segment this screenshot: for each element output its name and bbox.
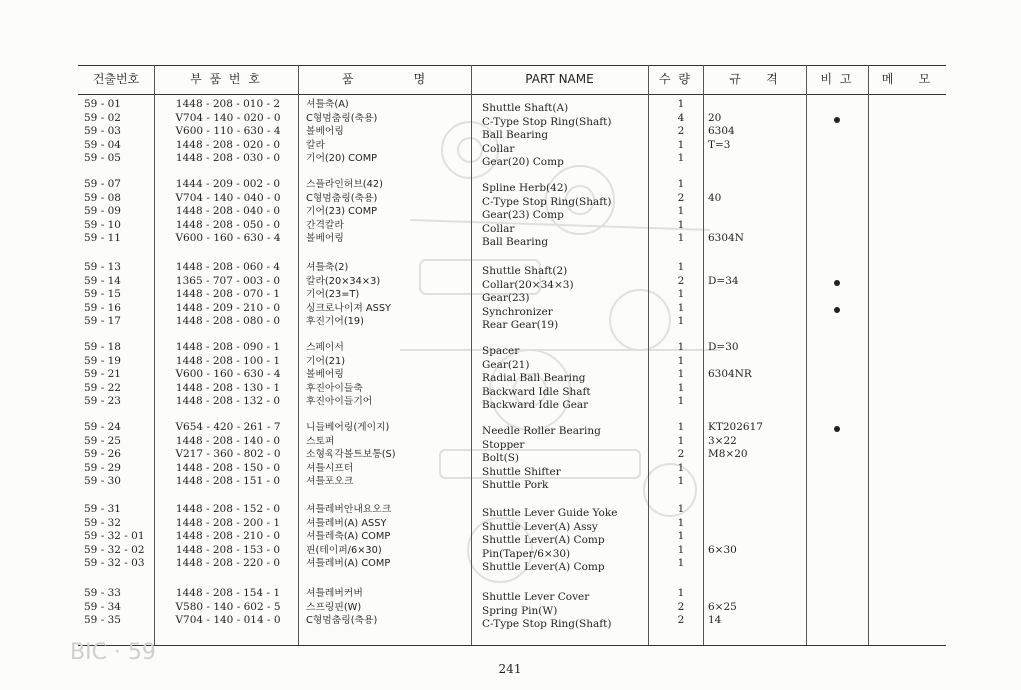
part-number: V217 - 360 - 802 - 0	[175, 448, 281, 461]
quantity: 1	[677, 218, 685, 231]
part-name: Shuttle Shaft(A)	[482, 102, 569, 114]
part-number: 1448 - 208 - 132 - 0	[175, 395, 281, 408]
spec: 6304	[708, 125, 735, 138]
part-name: Shuttle Lever Cover	[482, 591, 590, 603]
part-name: C-Type Stop Ring(Shaft)	[482, 618, 612, 631]
part-name: Synchronizer	[482, 305, 553, 318]
quantity: 1	[677, 557, 685, 570]
quantity: 1	[677, 381, 685, 394]
spec: M8×20	[708, 448, 748, 461]
quantity: 2	[677, 614, 685, 627]
part-number: 1448 - 208 - 030 - 0	[175, 152, 281, 165]
quantity: 1	[677, 503, 685, 515]
part-name: Shuttle Lever Guide Yoke	[482, 507, 618, 519]
spec: D=30	[708, 341, 739, 353]
korean-name: 칼라(20×34×3)	[306, 275, 381, 287]
note-dot-icon	[810, 304, 864, 318]
part-index: 59 - 05	[84, 152, 121, 165]
part-index: 59 - 04	[84, 138, 121, 151]
part-number: 1448 - 208 - 150 - 0	[175, 461, 281, 474]
quantity: 1	[677, 341, 685, 353]
quantity: 1	[677, 434, 685, 447]
part-name: Radial Ball Bearing	[482, 372, 586, 385]
part-name: Gear(21)	[482, 358, 530, 371]
korean-name: 셔틀시프터	[306, 462, 354, 474]
quantity: 1	[677, 587, 685, 599]
part-name: Ball Bearing	[482, 129, 549, 142]
korean-name: 셔틀축(A)	[306, 99, 349, 110]
quantity: 1	[677, 152, 685, 165]
quantity: 1	[677, 530, 685, 543]
part-number: V600 - 160 - 630 - 4	[175, 368, 281, 381]
note-dot-icon	[810, 277, 864, 291]
quantity: 1	[677, 138, 685, 151]
header-part-no: 부 품 번 호	[190, 72, 262, 86]
part-number: 1448 - 208 - 200 - 1	[175, 516, 281, 529]
part-name: Pin(Taper/6×30)	[482, 547, 571, 560]
part-name: Spring Pin(W)	[482, 604, 558, 617]
korean-name: 셔틀축(2)	[306, 262, 349, 273]
korean-name: 소형육각볼트보통(S)	[306, 449, 396, 461]
quantity: 1	[677, 516, 685, 529]
part-name: Spacer	[482, 345, 520, 357]
part-name: Collar	[482, 222, 515, 235]
korean-name: 스토퍼	[306, 435, 335, 447]
part-name: Shuttle Pork	[482, 479, 549, 492]
korean-name: 니들베어링(게이지)	[306, 422, 390, 433]
part-index: 59 - 22	[84, 381, 121, 394]
korean-name: 기어(23=T)	[306, 289, 360, 301]
spec: 14	[708, 614, 722, 627]
korean-name: 기어(23) COMP	[306, 206, 378, 218]
part-name: Spline Herb(42)	[482, 182, 568, 194]
part-number: 1448 - 208 - 010 - 2	[175, 98, 281, 110]
parts-table	[78, 65, 946, 650]
part-index: 59 - 13	[84, 261, 121, 273]
part-number: 1448 - 208 - 090 - 1	[175, 341, 281, 353]
quantity: 2	[677, 125, 685, 138]
spec: 6×25	[708, 600, 737, 613]
part-name: Ball Bearing	[482, 236, 549, 249]
quantity: 1	[677, 205, 685, 218]
part-number: V580 - 140 - 602 - 5	[175, 600, 281, 613]
part-number: V600 - 160 - 630 - 4	[175, 232, 281, 245]
part-index: 59 - 09	[84, 205, 121, 218]
part-index: 59 - 23	[84, 395, 121, 408]
korean-name: 후진기어(19)	[306, 316, 364, 328]
part-index: 59 - 19	[84, 354, 121, 367]
part-index: 59 - 32 - 03	[84, 557, 145, 570]
note-dot-icon	[810, 114, 864, 128]
spec: 6304N	[708, 232, 744, 245]
part-index: 59 - 30	[84, 475, 121, 488]
part-number: V704 - 140 - 020 - 0	[175, 111, 281, 124]
part-number: 1448 - 208 - 153 - 0	[175, 543, 281, 556]
part-index: 59 - 32 - 01	[84, 530, 145, 543]
part-name: Shuttle Shifter	[482, 465, 561, 478]
header-no: 건출번호	[92, 72, 140, 86]
spec: 20	[708, 111, 722, 124]
part-number: 1448 - 208 - 080 - 0	[175, 315, 281, 328]
part-index: 59 - 26	[84, 448, 121, 461]
part-number: V704 - 140 - 014 - 0	[175, 614, 281, 627]
part-name: Shuttle Shaft(2)	[482, 265, 568, 277]
part-index: 59 - 34	[84, 600, 121, 613]
part-name: C-Type Stop Ring(Shaft)	[482, 195, 612, 208]
korean-name: 볼베어링	[306, 126, 344, 138]
korean-name: 후진아이들축	[306, 382, 363, 394]
korean-name: 싱크로나이져 ASSY	[306, 302, 392, 314]
part-name: Needle Roller Bearing	[482, 425, 601, 437]
part-index: 59 - 32	[84, 516, 121, 529]
quantity: 4	[677, 111, 685, 124]
part-name: Stopper	[482, 438, 525, 451]
part-index: 59 - 35	[84, 614, 121, 627]
quantity: 1	[677, 368, 685, 381]
part-index: 59 - 31	[84, 503, 121, 515]
spec: KT202617	[708, 421, 763, 433]
part-number: 1448 - 208 - 154 - 1	[175, 587, 281, 599]
header-qty: 수 량	[659, 72, 692, 86]
quantity: 1	[677, 461, 685, 474]
korean-name: 볼베어링	[306, 233, 344, 245]
quantity: 1	[677, 475, 685, 488]
korean-name: 스플라인허브(42)	[306, 179, 383, 190]
part-name: Backward Idle Gear	[482, 399, 589, 412]
part-number: 1448 - 208 - 100 - 1	[175, 354, 281, 367]
part-index: 59 - 08	[84, 191, 121, 204]
part-index: 59 - 15	[84, 288, 121, 301]
part-index: 59 - 02	[84, 111, 121, 124]
korean-name: 셔틀포오크	[306, 476, 354, 488]
quantity: 1	[677, 261, 685, 273]
part-index: 59 - 25	[84, 434, 121, 447]
part-name: Shuttle Lever(A) Assy	[482, 520, 598, 533]
part-index: 59 - 01	[84, 98, 121, 110]
quantity: 2	[677, 274, 685, 287]
page-number: 241	[498, 662, 522, 676]
korean-name: 셔틀레버커버	[306, 588, 363, 599]
part-number: 1444 - 209 - 002 - 0	[175, 178, 281, 190]
faint-caption: BIC · 59	[70, 640, 156, 665]
quantity: 1	[677, 178, 685, 190]
part-number: 1448 - 208 - 140 - 0	[175, 434, 281, 447]
korean-name: 셔틀레축(A) COMP	[306, 531, 391, 543]
spec: 3×22	[708, 434, 737, 447]
quantity: 1	[677, 301, 685, 314]
part-number: 1448 - 208 - 060 - 4	[175, 261, 281, 273]
part-number: 1448 - 208 - 210 - 0	[175, 530, 281, 543]
spec: 40	[708, 191, 722, 204]
quantity: 2	[677, 191, 685, 204]
part-number: 1448 - 208 - 020 - 0	[175, 138, 281, 151]
korean-name: 칼라	[306, 139, 325, 151]
quantity: 1	[677, 288, 685, 301]
part-index: 59 - 33	[84, 587, 121, 599]
korean-name: C형멈춤링(축용)	[306, 192, 378, 204]
part-name: Shuttle Lever(A) Comp	[482, 534, 605, 547]
part-number: 1448 - 209 - 210 - 0	[175, 301, 281, 314]
part-number: V600 - 110 - 630 - 4	[175, 125, 281, 138]
quantity: 1	[677, 98, 685, 110]
part-index: 59 - 11	[84, 232, 121, 245]
part-name: Shuttle Lever(A) Comp	[482, 561, 605, 574]
part-number: V704 - 140 - 040 - 0	[175, 191, 281, 204]
part-name: Gear(20) Comp	[482, 156, 564, 169]
part-index: 59 - 14	[84, 274, 121, 287]
quantity: 1	[677, 232, 685, 245]
part-name: Rear Gear(19)	[482, 319, 559, 332]
korean-name: 간격칼라	[306, 219, 344, 231]
korean-name: 셔틀레버(A) ASSY	[306, 517, 387, 529]
part-number: 1448 - 208 - 070 - 1	[175, 288, 281, 301]
korean-name: 핀(테이퍼/6×30)	[306, 544, 382, 556]
part-index: 59 - 17	[84, 315, 121, 328]
quantity: 2	[677, 600, 685, 613]
quantity: 1	[677, 421, 685, 433]
part-name: Backward Idle Shaft	[482, 385, 591, 398]
part-index: 59 - 03	[84, 125, 121, 138]
part-number: 1448 - 208 - 130 - 1	[175, 381, 281, 394]
part-number: 1365 - 707 - 003 - 0	[175, 274, 281, 287]
korean-name: 스페이서	[306, 342, 344, 353]
note-dot-icon	[810, 423, 864, 437]
korean-name: C형멈춤링(축용)	[306, 615, 378, 627]
korean-name: C형멈춤링(축용)	[306, 112, 378, 124]
korean-name: 기어(20) COMP	[306, 153, 378, 165]
part-number: 1448 - 208 - 050 - 0	[175, 218, 281, 231]
korean-name: 후진아이들기어	[306, 396, 373, 408]
part-index: 59 - 32 - 02	[84, 543, 145, 556]
header-note: 비 고	[820, 72, 854, 86]
part-name: Gear(23) Comp	[482, 209, 564, 222]
spec: 6304NR	[708, 368, 752, 381]
part-number: V654 - 420 - 261 - 7	[175, 421, 281, 433]
spec: 6×30	[708, 543, 737, 556]
korean-name: 셔틀레버안내요오크	[306, 504, 392, 515]
korean-name: 볼베어링	[306, 369, 344, 381]
part-index: 59 - 16	[84, 301, 121, 314]
part-index: 59 - 24	[84, 421, 121, 433]
part-name: Collar	[482, 142, 515, 155]
korean-name: 스프링핀(W)	[306, 601, 362, 613]
part-name: Collar(20×34×3)	[482, 278, 574, 291]
spec: D=34	[708, 274, 739, 287]
korean-name: 기어(21)	[306, 355, 346, 367]
header-part-name: PART NAME	[525, 72, 594, 86]
part-number: 1448 - 208 - 151 - 0	[175, 475, 281, 488]
part-number: 1448 - 208 - 220 - 0	[175, 557, 281, 570]
part-index: 59 - 07	[84, 178, 121, 190]
header-spec: 규 격	[729, 72, 780, 86]
header-memo: 메 모	[881, 72, 933, 86]
quantity: 2	[677, 448, 685, 461]
spec: T=3	[708, 138, 731, 151]
part-index: 59 - 29	[84, 461, 121, 474]
quantity: 1	[677, 315, 685, 328]
part-index: 59 - 21	[84, 368, 121, 381]
part-number: 1448 - 208 - 152 - 0	[175, 503, 281, 515]
korean-name: 셔틀레버(A) COMP	[306, 558, 391, 570]
part-name: Gear(23)	[482, 292, 530, 305]
part-name: C-Type Stop Ring(Shaft)	[482, 115, 612, 128]
part-index: 59 - 18	[84, 341, 121, 353]
part-name: Bolt(S)	[482, 452, 520, 465]
quantity: 1	[677, 543, 685, 556]
part-index: 59 - 10	[84, 218, 121, 231]
quantity: 1	[677, 395, 685, 408]
quantity: 1	[677, 354, 685, 367]
part-number: 1448 - 208 - 040 - 0	[175, 205, 281, 218]
header-korean-name: 품 명	[341, 72, 428, 86]
